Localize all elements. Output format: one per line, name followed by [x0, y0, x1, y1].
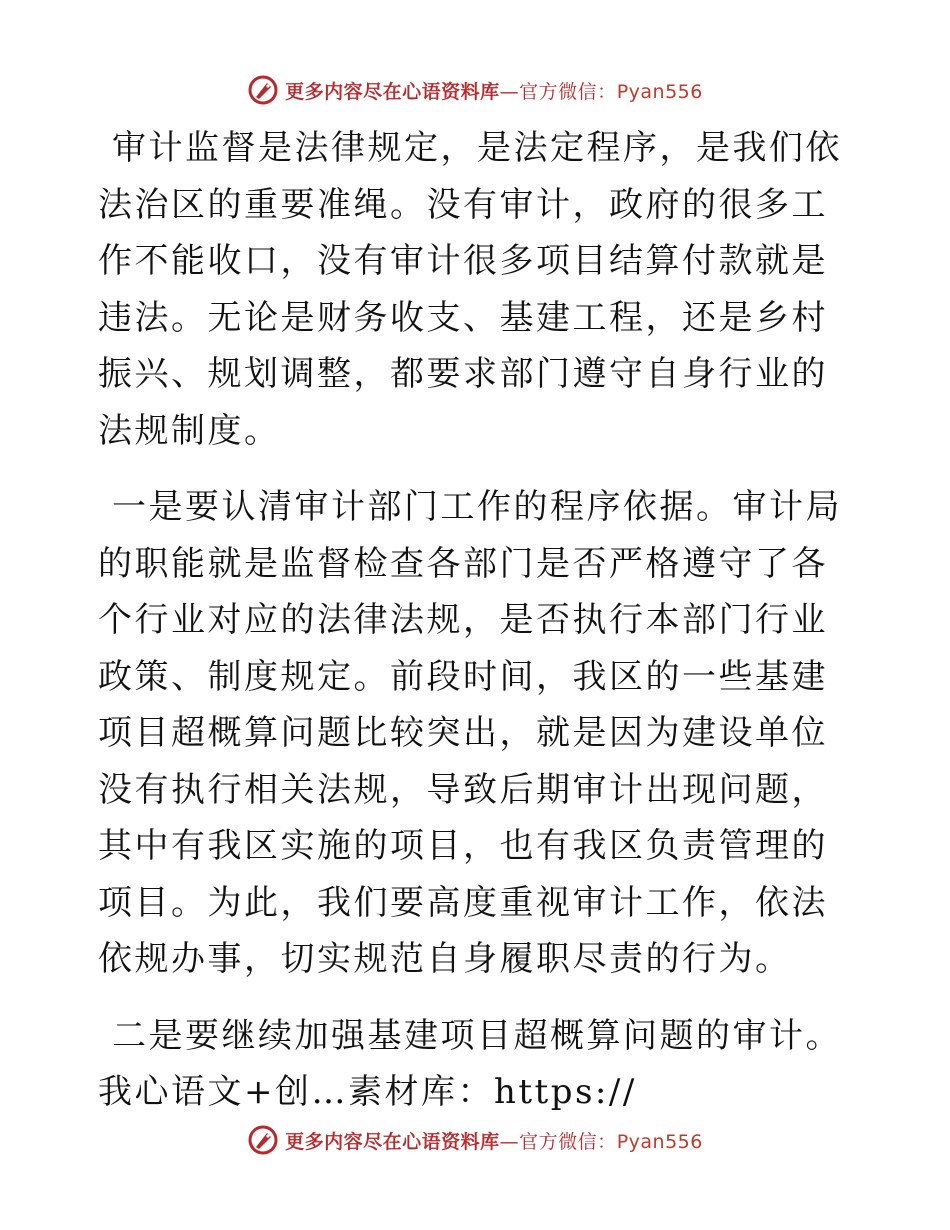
document-body — [98, 120, 850, 1121]
banner-main-text: 更多内容尽在心语资料库 — [285, 80, 500, 103]
banner-separator: — — [499, 1130, 520, 1153]
paragraph-2: 一是要认清审计部门工作的程序依据。审计局的职能就是监督检查各部门是否严格遵守了各个行业对应的法律法规，是否执行本部门行业政策、制度规定。前段时间，我区的一些基建项目超概算问题比较突出，就是因为建设单位没有执行相关法规，导致后期审计出现问题，其中有我区实施的项目，也有我区负责管理的项目。为此，我们要高度重视审计工作，依法依规办事，切实规范自身履职尽责的行为。 — [98, 487, 842, 979]
banner-main-text: 更多内容尽在心语资料库 — [285, 1130, 500, 1153]
banner-text — [285, 77, 703, 104]
paragraph-1: 审计监督是法律规定，是法定程序，是我们依法治区的重要准绳。没有审计，政府的很多工作不能收口，没有审计很多项目结算付款就是违法。无论是财务收支、基建工程，还是乡村振兴、规划调整，都要求部门遵守自身行业的法规制度。 — [98, 128, 842, 451]
footer-banner — [0, 1120, 950, 1160]
pen-nib-circle-icon — [247, 74, 279, 106]
banner-wechat-id: Pyan556 — [616, 80, 703, 103]
banner-separator: — — [499, 80, 520, 103]
header-banner — [0, 70, 950, 110]
banner-wechat-label: 官方微信： — [519, 80, 617, 103]
pen-nib-circle-icon — [247, 1124, 279, 1156]
paragraph-3: 二是要继续加强基建项目超概算问题的审计。我心语文+创…素材库：https:// — [98, 1015, 842, 1112]
banner-wechat-id: Pyan556 — [616, 1130, 703, 1153]
banner-text — [285, 1127, 703, 1154]
banner-wechat-label: 官方微信： — [519, 1130, 617, 1153]
